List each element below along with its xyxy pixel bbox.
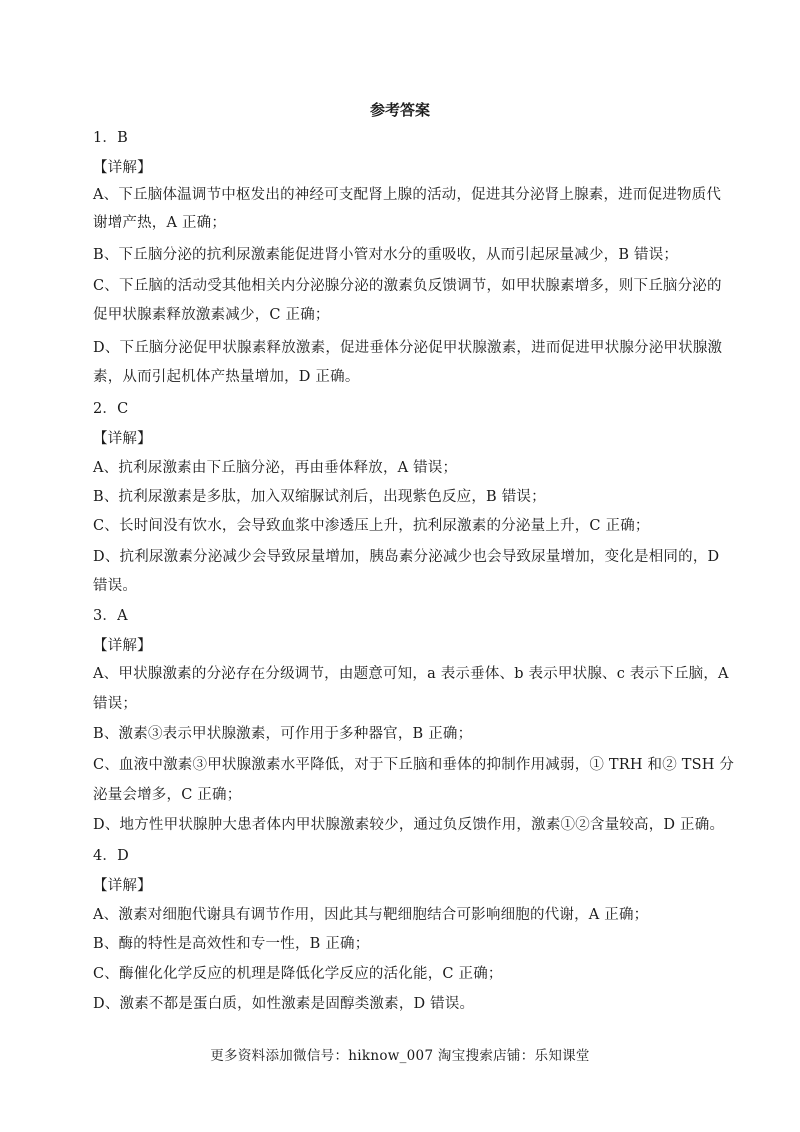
explanation-line: A、甲状腺激素的分泌存在分级调节，由题意可知，a 表示垂体、b 表示甲状腺、c 表示下丘脑，A bbox=[93, 666, 729, 682]
explanation-line: B、下丘脑分泌的抗利尿激素能促进肾小管对水分的重吸收，从而引起尿量减少，B 错误； bbox=[93, 247, 679, 263]
explanation-line: C、下丘脑的活动受其他相关内分泌腺分泌的激素负反馈调节，如甲状腺素增多，则下丘脑分泌的 bbox=[93, 278, 722, 294]
page-title: 参考答案 bbox=[369, 101, 430, 119]
detail-label: 【详解】 bbox=[93, 160, 152, 176]
explanation-line: D、下丘脑分泌促甲状腺素释放激素，促进垂体分泌促甲状腺激素，进而促进甲状腺分泌甲状腺激 bbox=[93, 340, 723, 356]
explanation-line: B、抗利尿激素是多肽，加入双缩脲试剂后，出现紫色反应，B 错误； bbox=[93, 489, 546, 505]
question-number: 3．A bbox=[93, 608, 128, 624]
explanation-line: B、酶的特性是高效性和专一性，B 正确； bbox=[93, 936, 370, 952]
explanation-line: A、激素对细胞代谢具有调节作用，因此其与靶细胞结合可影响细胞的代谢，A 正确； bbox=[93, 907, 649, 923]
detail-label: 【详解】 bbox=[93, 431, 152, 447]
page-footer: 更多资料添加微信号：hiknow_007 淘宝搜索店铺：乐知课堂 bbox=[210, 1048, 590, 1064]
detail-label: 【详解】 bbox=[93, 638, 152, 654]
explanation-line: 素，从而引起机体产热量增加，D 正确。 bbox=[93, 369, 360, 385]
explanation-line: D、激素不都是蛋白质，如性激素是固醇类激素，D 错误。 bbox=[93, 996, 475, 1012]
explanation-line: 谢增产热，A 正确； bbox=[93, 215, 227, 231]
explanation-line: C、血液中激素③甲状腺激素水平降低，对于下丘脑和垂体的抑制作用减弱，① TRH 和② TSH 分 bbox=[93, 757, 735, 773]
question-number: 4．D bbox=[93, 848, 129, 864]
explanation-line: 促甲状腺素释放激素减少，C 正确； bbox=[93, 307, 330, 323]
detail-label: 【详解】 bbox=[93, 878, 152, 894]
explanation-line: A、下丘脑体温调节中枢发出的神经可支配肾上腺的活动，促进其分泌肾上腺素，进而促进物质代 bbox=[93, 187, 722, 203]
explanation-line: 错误； bbox=[93, 696, 138, 712]
explanation-line: C、酶催化化学反应的机理是降低化学反应的活化能，C 正确； bbox=[93, 966, 503, 982]
explanation-line: B、激素③表示甲状腺激素，可作用于多种器官，B 正确； bbox=[93, 726, 473, 742]
explanation-line: D、抗利尿激素分泌减少会导致尿量增加，胰岛素分泌减少也会导致尿量增加，变化是相同的，D bbox=[93, 549, 720, 565]
explanation-line: 泌量会增多，C 正确； bbox=[93, 787, 242, 803]
explanation-line: C、长时间没有饮水，会导致血浆中渗透压上升，抗利尿激素的分泌量上升，C 正确； bbox=[93, 518, 650, 534]
explanation-line: D、地方性甲状腺肿大患者体内甲状腺激素较少，通过负反馈作用，激素①②含量较高，D 正确。 bbox=[93, 817, 725, 833]
question-number: 1．B bbox=[93, 130, 128, 146]
question-number: 2．C bbox=[93, 401, 129, 417]
explanation-line: A、抗利尿激素由下丘脑分泌，再由垂体释放，A 错误； bbox=[93, 460, 458, 476]
explanation-line: 错误。 bbox=[93, 578, 138, 594]
